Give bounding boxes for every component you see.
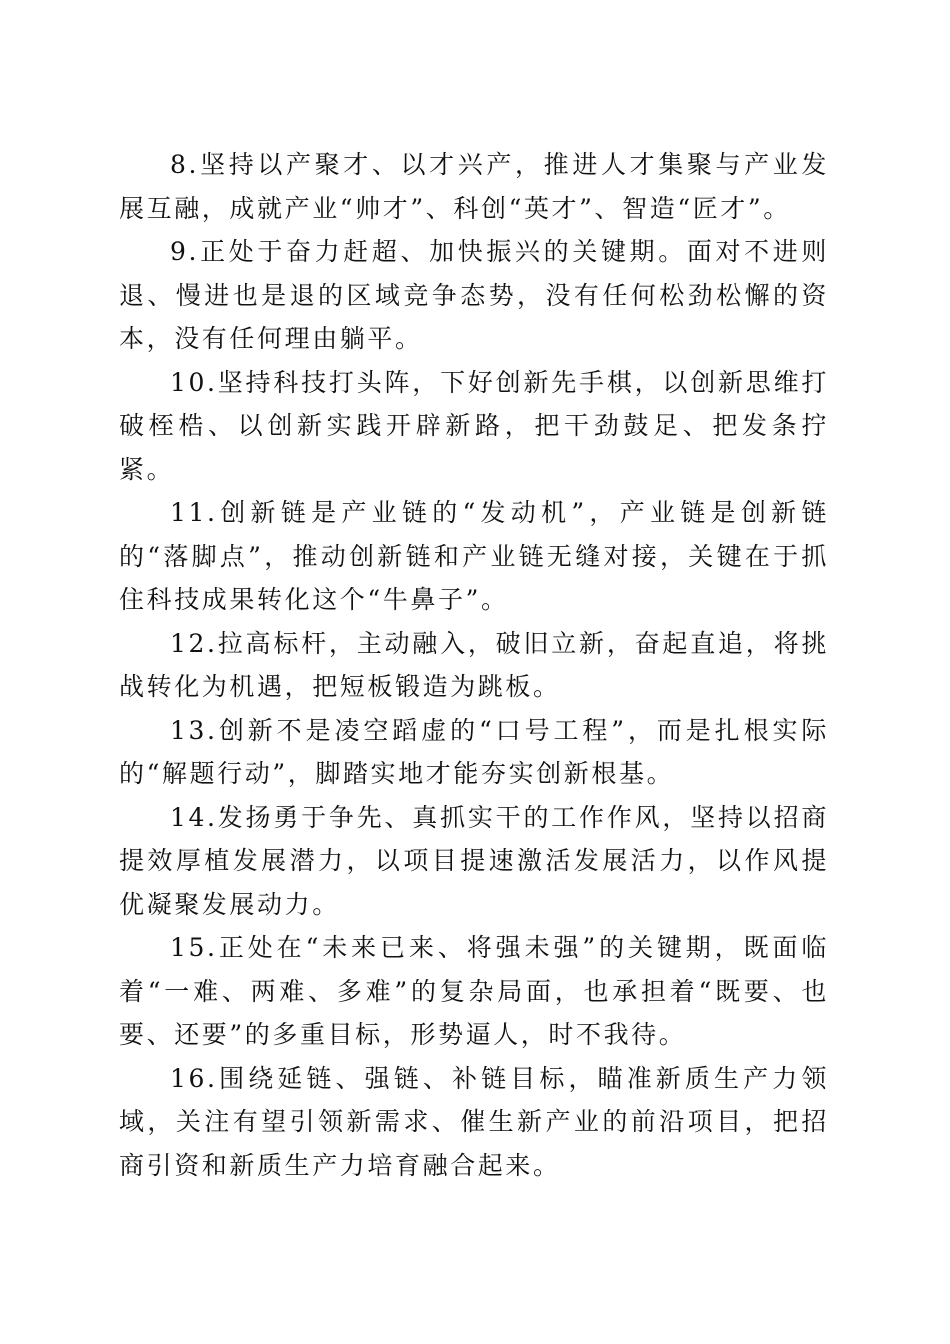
paragraph-12: 12.拉高标杆，主动融入，破旧立新，奋起直追，将挑战转化为机遇，把短板锻造为跳板。 <box>119 628 829 701</box>
paragraph-11: 11.创新链是产业链的“发动机”，产业链是创新链的“落脚点”，推动创新链和产业链无缝对接，关键在于抓住科技成果转化这个“牛鼻子”。 <box>119 498 829 614</box>
paragraph-9: 9.正处于奋力赶超、加快振兴的关键期。面对不进则退、慢进也是退的区域竞争态势，没有任何松劲松懈的资本，没有任何理由躺平。 <box>119 237 829 353</box>
paragraph-14: 14.发扬勇于争先、真抓实干的工作作风，坚持以招商提效厚植发展潜力，以项目提速激活发展活力，以作风提优凝聚发展动力。 <box>119 802 829 919</box>
paragraph-10: 10.坚持科技打头阵，下好创新先手棋，以创新思维打破桎梏、以创新实践开辟新路，把干劲鼓足、把发条拧紧。 <box>119 367 829 484</box>
paragraph-15: 15.正处在“未来已来、将强未强”的关键期，既面临着“一难、两难、多难”的复杂局面，也承担着“既要、也要、还要”的多重目标，形势逼人，时不我待。 <box>119 933 829 1049</box>
paragraph-13: 13.创新不是凌空蹈虚的“口号工程”，而是扎根实际的“解题行动”，脚踏实地才能夯实创新根基。 <box>119 715 829 788</box>
document-body <box>119 143 829 1187</box>
paragraph-16: 16.围绕延链、强链、补链目标，瞄准新质生产力领域，关注有望引领新需求、催生新产业的前沿项目，把招商引资和新质生产力培育融合起来。 <box>119 1063 829 1180</box>
paragraph-8: 8.坚持以产聚才、以才兴产，推进人才集聚与产业发展互融，成就产业“帅才”、科创“英才”、智造“匠才”。 <box>119 150 829 223</box>
